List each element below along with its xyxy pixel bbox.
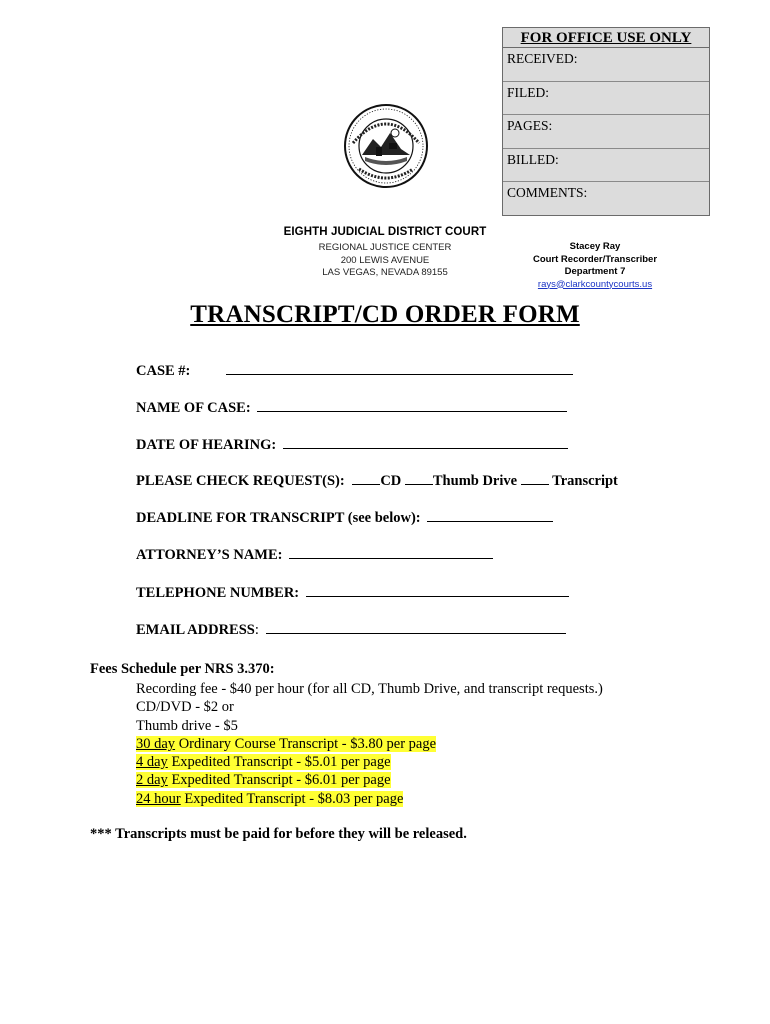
recorder-department: Department 7 — [564, 266, 626, 277]
fee-desc: Expedited Transcript - $8.03 per page — [180, 790, 404, 807]
fee-desc: Ordinary Course Transcript - $3.80 per page — [175, 735, 437, 752]
fee-desc: Expedited Transcript - $6.01 per page — [167, 772, 391, 789]
request-label: PLEASE CHECK REQUEST(S): — [136, 473, 345, 489]
office-received-row: RECEIVED: — [503, 48, 709, 82]
court-address-line-1: REGIONAL JUSTICE CENTER — [318, 242, 452, 253]
court-header — [270, 226, 500, 280]
request-transcript-label: Transcript — [552, 473, 618, 489]
request-cd-checkbox[interactable] — [352, 472, 380, 485]
telephone-input[interactable] — [306, 584, 569, 597]
deadline-field — [136, 509, 553, 527]
court-name: EIGHTH JUDICIAL DISTRICT COURT — [283, 226, 487, 238]
nevada-seal-icon — [343, 103, 429, 189]
recorder-contact — [520, 241, 670, 291]
fee-2-day — [136, 771, 603, 789]
office-pages-row: PAGES: — [503, 115, 709, 149]
email-label: EMAIL ADDRESS — [136, 622, 255, 638]
form-title: TRANSCRIPT/CD ORDER FORM — [190, 301, 580, 328]
attorney-name-input[interactable] — [289, 546, 493, 559]
office-filed-row: FILED: — [503, 82, 709, 116]
recorder-title: Court Recorder/Transcriber — [532, 253, 658, 265]
case-name-field — [136, 399, 567, 417]
fees-heading: Fees Schedule per NRS 3.370: — [90, 661, 275, 677]
hearing-date-field — [136, 436, 568, 454]
fee-cd: CD/DVD - $2 or — [136, 699, 234, 716]
case-number-field — [136, 362, 573, 380]
fee-desc: Expedited Transcript - $5.01 per page — [167, 754, 391, 771]
deadline-input[interactable] — [427, 509, 553, 522]
email-label-colon: : — [254, 622, 259, 638]
office-billed-row: BILLED: — [503, 149, 709, 183]
fee-recording: Recording fee - $40 per hour (for all CD, Thumb Drive, and transcript requests.) — [136, 681, 603, 697]
request-thumb-drive-checkbox[interactable] — [405, 472, 433, 485]
fee-term: 4 day — [136, 754, 168, 771]
fee-term: 2 day — [136, 772, 168, 789]
case-number-input[interactable] — [226, 362, 573, 375]
case-number-label: CASE #: — [136, 363, 191, 379]
case-name-input[interactable] — [257, 399, 567, 412]
office-use-title: FOR OFFICE USE ONLY — [503, 28, 709, 48]
court-address-line-2: 200 LEWIS AVENUE — [340, 254, 430, 266]
fee-24-hour — [136, 790, 603, 808]
deadline-label: DEADLINE FOR TRANSCRIPT (see below): — [136, 510, 421, 526]
fee-thumb-drive: Thumb drive - $5 — [136, 717, 238, 734]
attorney-name-field — [136, 546, 493, 564]
attorney-name-label: ATTORNEY’S NAME: — [136, 547, 283, 563]
request-thumb-drive-label: Thumb Drive — [432, 473, 518, 489]
email-field — [136, 621, 566, 639]
payment-notice: *** Transcripts must be paid for before they will be released. — [90, 826, 467, 842]
hearing-date-label: DATE OF HEARING: — [136, 437, 277, 453]
fee-term: 24 hour — [136, 790, 181, 807]
request-cd-label: CD — [380, 473, 402, 489]
fees-list — [136, 680, 603, 808]
email-input[interactable] — [266, 621, 566, 634]
fee-term: 30 day — [136, 735, 176, 752]
recorder-name: Stacey Ray — [569, 241, 621, 252]
fee-30-day — [136, 735, 603, 753]
telephone-label: TELEPHONE NUMBER: — [136, 585, 300, 601]
case-name-label: NAME OF CASE: — [136, 400, 251, 416]
court-address-line-3: LAS VEGAS, NEVADA 89155 — [322, 267, 448, 278]
office-use-box — [502, 27, 710, 216]
office-comments-row: COMMENTS: — [507, 185, 588, 200]
telephone-field — [136, 584, 569, 602]
fee-4-day — [136, 753, 603, 771]
recorder-email-link[interactable]: rays@clarkcountycourts.us — [537, 278, 653, 290]
request-transcript-checkbox[interactable] — [521, 472, 549, 485]
request-field — [136, 472, 618, 490]
hearing-date-input[interactable] — [283, 436, 568, 449]
